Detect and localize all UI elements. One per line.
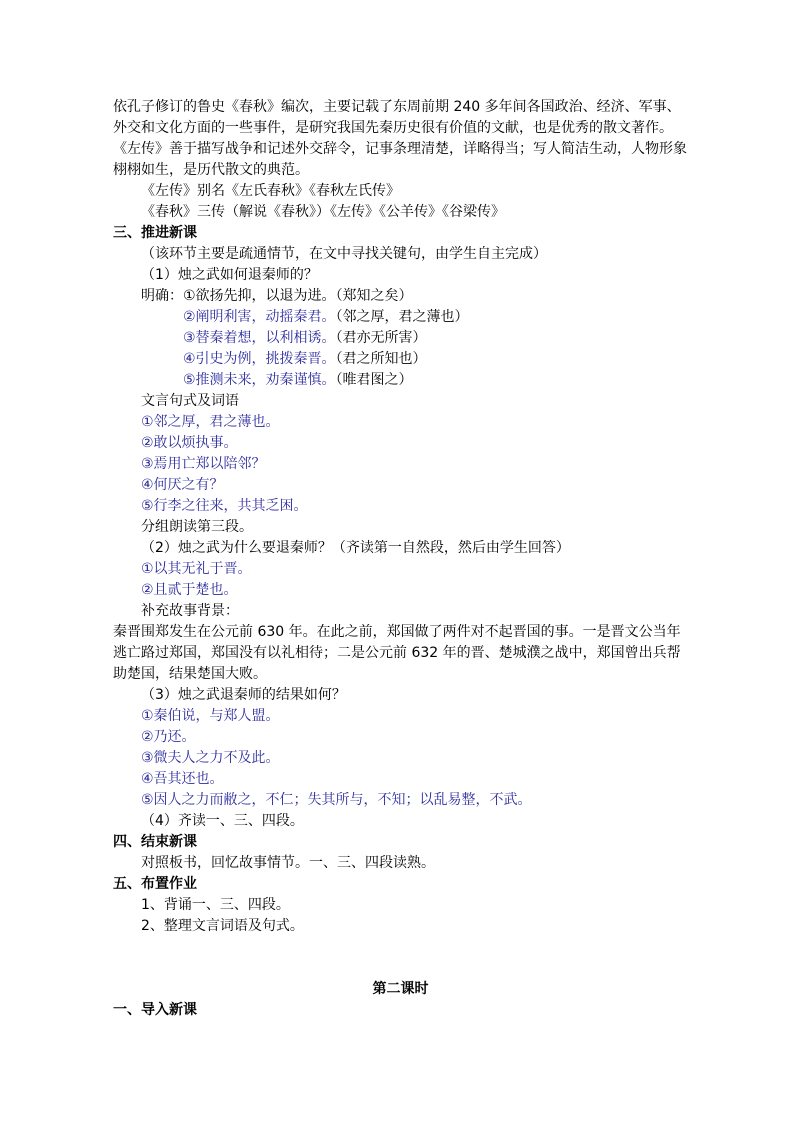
lesson2-first-heading: 一、导入新课 [113, 1002, 197, 1018]
question-1: （1）烛之武如何退秦师的？ [141, 267, 318, 283]
group-read-line: 分组朗读第三段。 [141, 519, 253, 535]
answer-quote: （邻之厚，君之薄也） [335, 309, 469, 325]
section3-heading: 三、推进新课 [113, 225, 197, 241]
answer-text: ②阐明利害，动摇秦君。 [183, 309, 336, 325]
grammar-item: ④何厌之有？ [141, 477, 224, 493]
grammar-item: ①邻之厚，君之薄也。 [141, 414, 280, 430]
q3-answer: ②乃还。 [141, 729, 196, 745]
section4-heading: 四、结束新课 [113, 834, 197, 850]
grammar-item: ⑤行李之往来，共其乏困。 [141, 498, 308, 514]
answer-quote: （唯君图之） [335, 372, 413, 388]
section5-heading: 五、布置作业 [113, 876, 197, 892]
background-heading: 补充故事背景： [141, 603, 239, 619]
q3-answer: ⑤因人之力而敝之，不仁；失其所与，不知；以乱易整，不武。 [141, 792, 532, 808]
answer-row-4 [183, 349, 427, 370]
answer-text: ③替秦着想，以利相诱。 [183, 330, 336, 346]
answer-row-1 [141, 286, 413, 307]
homework-item: 1、背诵一、三、四段。 [141, 897, 290, 913]
answer-row-5 [183, 370, 413, 391]
answer-row-2 [183, 307, 469, 328]
answer-quote: （君之所知也） [335, 351, 427, 367]
grammar-heading: 文言句式及词语 [141, 393, 239, 409]
q3-answer: ③微夫人之力不及此。 [141, 750, 280, 766]
background-paragraph: 秦晋围郑发生在公元前 630 年。在此之前，郑国做了两件对不起晋国的事。一是晋文公当年逃亡路过郑国，郑国没有以礼相待；二是公元前 632 年的晋、楚城濮之战中，郑国曾出兵帮助楚国，结果楚国大败。 [113, 624, 681, 682]
section4-text: 对照板书，回忆故事情节。一、三、四段读熟。 [141, 855, 435, 871]
homework-item: 2、整理文言词语及句式。 [141, 918, 304, 934]
q3-answer: ①秦伯说，与郑人盟。 [141, 708, 280, 724]
grammar-item: ②敢以烦执事。 [141, 435, 238, 451]
intro-paragraph: 依孔子修订的鲁史《春秋》编次，主要记载了东周前期 240 多年间各国政治、经济、军事、外交和文化方面的一些事件，是研究我国先秦历史很有价值的文献，也是优秀的散文著作。《左传》善于描写战争和记述外交辞令，记事条理清楚，详略得当；写人简洁生动，人物形象栩栩如生，是历代散文的典范。 [113, 99, 687, 178]
answer-quote: （郑知之矣） [335, 288, 413, 304]
grammar-item: ③焉用亡郑以陪邻？ [141, 456, 266, 472]
q3-answer: ④吾其还也。 [141, 771, 224, 787]
answer-label: 明确： [141, 288, 183, 304]
answer-text: ④引史为例，挑拨秦晋。 [183, 351, 336, 367]
lesson2-title: 第二课时 [372, 981, 429, 997]
question-2: （2）烛之武为什么要退秦师？（齐读第一自然段，然后由学生回答） [141, 540, 570, 556]
section3-note: （该环节主要是疏通情节，在文中寻找关键句，由学生自主完成） [141, 246, 547, 262]
question-4: （4）齐读一、三、四段。 [141, 813, 304, 829]
question-3: （3）烛之武退秦师的结果如何？ [141, 687, 346, 703]
q2-answer: ②且贰于楚也。 [141, 582, 238, 598]
answer-quote: （君亦无所害） [335, 330, 427, 346]
answer-row-3 [183, 328, 427, 349]
answer-text: ①欲扬先抑，以退为进。 [183, 288, 336, 304]
q2-answer: ①以其无礼于晋。 [141, 561, 252, 577]
answer-text: ⑤推测未来，劝秦谨慎。 [183, 372, 336, 388]
alias-line: 《左传》别名《左氏春秋》《春秋左氏传》 [141, 183, 400, 199]
three-commentaries-line: 《春秋》三传（解说《春秋》）《左传》《公羊传》《谷梁传》 [141, 204, 505, 220]
